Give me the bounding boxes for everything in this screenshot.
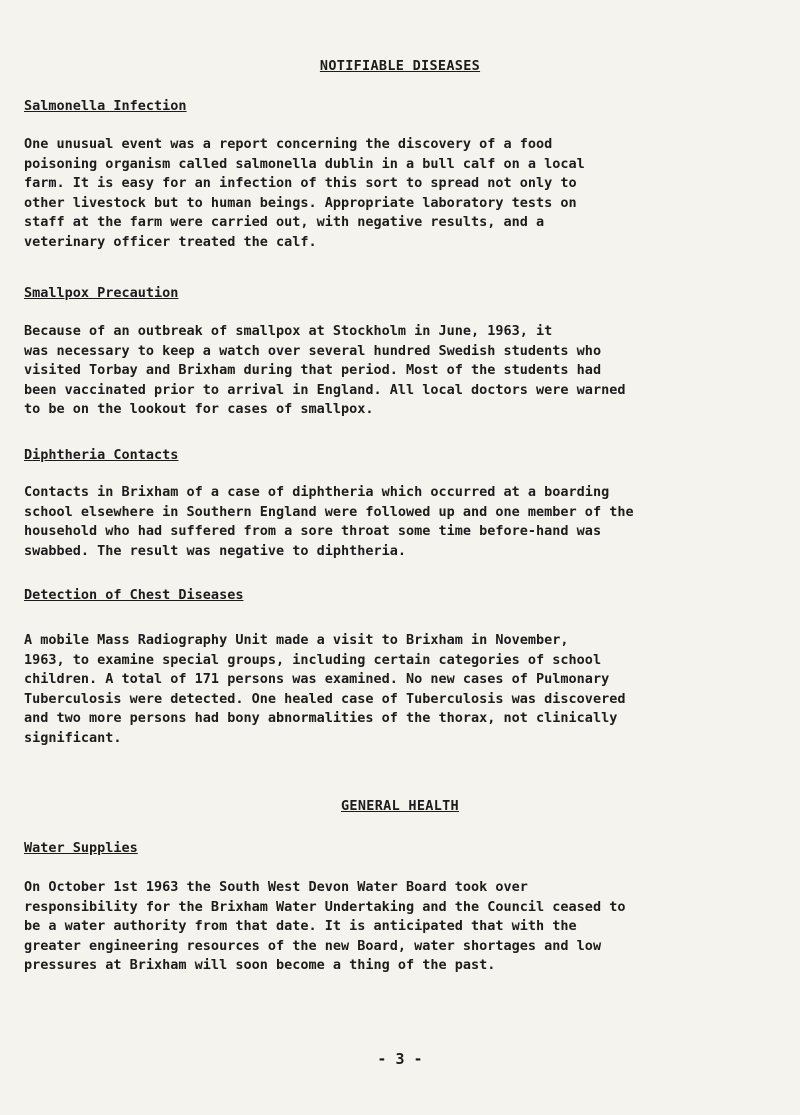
paragraph-water-supplies bbox=[24, 878, 780, 976]
section-title-salmonella: Salmonella Infection bbox=[24, 98, 187, 114]
paragraph-line: school elsewhere in Southern England were followed up and one member of the bbox=[24, 503, 634, 520]
section-title-smallpox: Smallpox Precaution bbox=[24, 285, 179, 301]
paragraph-line: and two more persons had bony abnormalities of the thorax, not clinically bbox=[24, 710, 618, 726]
section-title-water-supplies: Water Supplies bbox=[24, 840, 138, 856]
paragraph-line: poisoning organism called salmonella dublin in a bull calf on a local bbox=[24, 155, 585, 172]
paragraph-line: A mobile Mass Radiography Unit made a visit to Brixham in November, bbox=[24, 632, 569, 648]
paragraph-line: swabbed. The result was negative to diphtheria. bbox=[24, 542, 407, 559]
paragraph-line: veterinary officer treated the calf. bbox=[24, 233, 317, 250]
paragraph-line: been vaccinated prior to arrival in England. All local doctors were warned bbox=[24, 381, 626, 398]
section-title-diphtheria: Diphtheria Contacts bbox=[24, 447, 179, 463]
paragraph-line: On October 1st 1963 the South West Devon Water Board took over bbox=[24, 879, 528, 895]
paragraph-line: 1963, to examine special groups, including certain categories of school bbox=[24, 651, 602, 668]
paragraph-salmonella bbox=[24, 135, 780, 252]
section-title-chest-diseases: Detection of Chest Diseases bbox=[24, 587, 244, 603]
paragraph-line: pressures at Brixham will soon become a thing of the past. bbox=[24, 957, 496, 973]
paragraph-chest-diseases bbox=[24, 631, 780, 748]
paragraph-line: household who had suffered from a sore throat some time before-hand was bbox=[24, 523, 602, 539]
paragraph-line: children. A total of 171 persons was examined. No new cases of Pulmonary bbox=[24, 671, 610, 687]
heading-notifiable-diseases: NOTIFIABLE DISEASES bbox=[319, 58, 481, 74]
paragraph-line: other livestock but to human beings. Appropriate laboratory tests on bbox=[24, 194, 577, 211]
paragraph-line: was necessary to keep a watch over several hundred Swedish students who bbox=[24, 342, 602, 359]
paragraph-line: One unusual event was a report concerning the discovery of a food bbox=[24, 136, 553, 152]
paragraph-line: Contacts in Brixham of a case of diphtheria which occurred at a boarding bbox=[24, 484, 610, 500]
paragraph-smallpox bbox=[24, 322, 780, 420]
page-number: - 3 - bbox=[377, 1050, 423, 1068]
paragraph-line: responsibility for the Brixham Water Undertaking and the Council ceased to bbox=[24, 898, 626, 915]
paragraph-line: be a water authority from that date. It is anticipated that with the bbox=[24, 918, 577, 934]
paragraph-line: greater engineering resources of the new Board, water shortages and low bbox=[24, 937, 602, 954]
paragraph-line: farm. It is easy for an infection of this sort to spread not only to bbox=[24, 175, 577, 191]
paragraph-line: to be on the lookout for cases of smallpox. bbox=[24, 401, 374, 417]
paragraph-diphtheria bbox=[24, 483, 780, 561]
paragraph-line: Because of an outbreak of smallpox at Stockholm in June, 1963, it bbox=[24, 323, 553, 339]
paragraph-line: staff at the farm were carried out, with negative results, and a bbox=[24, 214, 545, 230]
paragraph-line: significant. bbox=[24, 729, 122, 746]
paragraph-line: Tuberculosis were detected. One healed case of Tuberculosis was discovered bbox=[24, 690, 626, 707]
heading-general-health: GENERAL HEALTH bbox=[341, 798, 459, 814]
paragraph-line: visited Torbay and Brixham during that period. Most of the students had bbox=[24, 362, 602, 378]
